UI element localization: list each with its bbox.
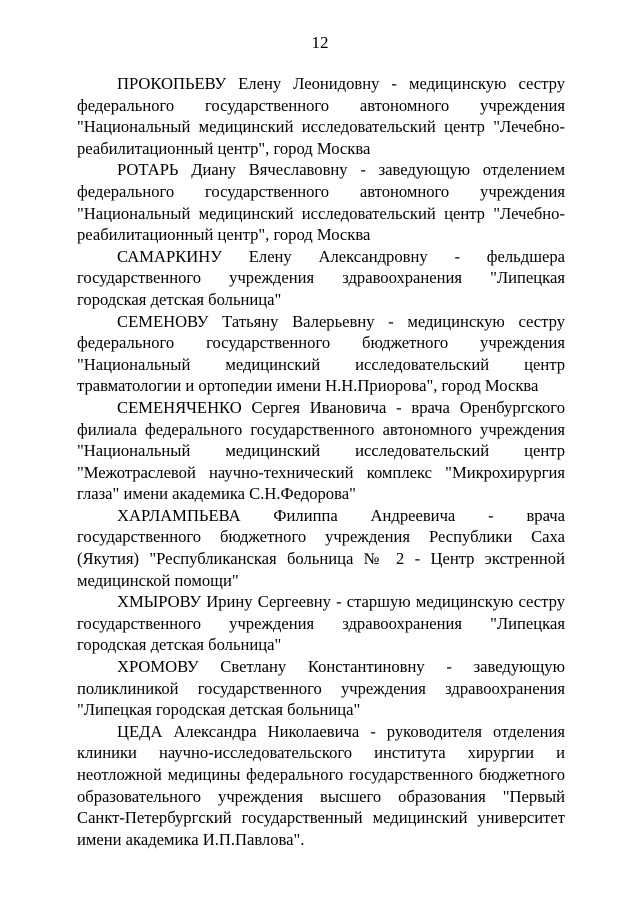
- document-body: [77, 73, 565, 850]
- page-number: 12: [311, 33, 329, 52]
- award-entry: ХМЫРОВУ Ирину Сергеевну - старшую медицинскую сестру государственного учреждения здравоохранения "Липецкая городская детская больница": [77, 592, 565, 655]
- award-entry: САМАРКИНУ Елену Александровну - фельдшера государственного учреждения здравоохранения "Липецкая городская детская больница": [77, 246, 565, 309]
- award-entry: ХРОМОВУ Светлану Константиновну - заведующую поликлиникой государственного учреждения здравоохранения "Липецкая городская детская больница": [77, 657, 565, 720]
- award-entry: СЕМЕНОВУ Татьяну Валерьевну - медицинскую сестру федерального государственного бюджетного учреждения "Национальный медицинский исследовательский центр травматологии и ортопедии имени Н.Н.Приорова", город Москва: [77, 311, 565, 396]
- award-entry: ХАРЛАМПЬЕВА Филиппа Андреевича - врача государственного бюджетного учреждения Республики Саха (Якутия) "Республиканская больница № 2 - Центр экстренной медицинской помощи": [77, 505, 565, 590]
- award-entry: СЕМЕНЯЧЕНКО Сергея Ивановича - врача Оренбургского филиала федерального государственного автономного учреждения "Национальный медицинский исследовательский центр "Межотраслевой научно-технический комплекс "Микрохирургия глаза" имени академика С.Н.Федорова": [77, 397, 565, 504]
- award-entry: ПРОКОПЬЕВУ Елену Леонидовну - медицинскую сестру федерального государственного автономного учреждения "Национальный медицинский исследовательский центр "Лечебно-реабилитационный центр", город Москва: [77, 74, 565, 158]
- award-entry: ЦЕДА Александра Николаевича - руководителя отделения клиники научно-исследовательского института хирургии и неотложной медицины федерального государственного бюджетного образовательного учреждения высшего образования "Первый Санкт-Петербургский государственный медицинский университет имени академика И.П.Павлова".: [77, 721, 565, 849]
- award-entry: РОТАРЬ Диану Вячеславовну - заведующую отделением федерального государственного автономного учреждения "Национальный медицинский исследовательский центр "Лечебно-реабилитационный центр", город Москва: [77, 160, 565, 245]
